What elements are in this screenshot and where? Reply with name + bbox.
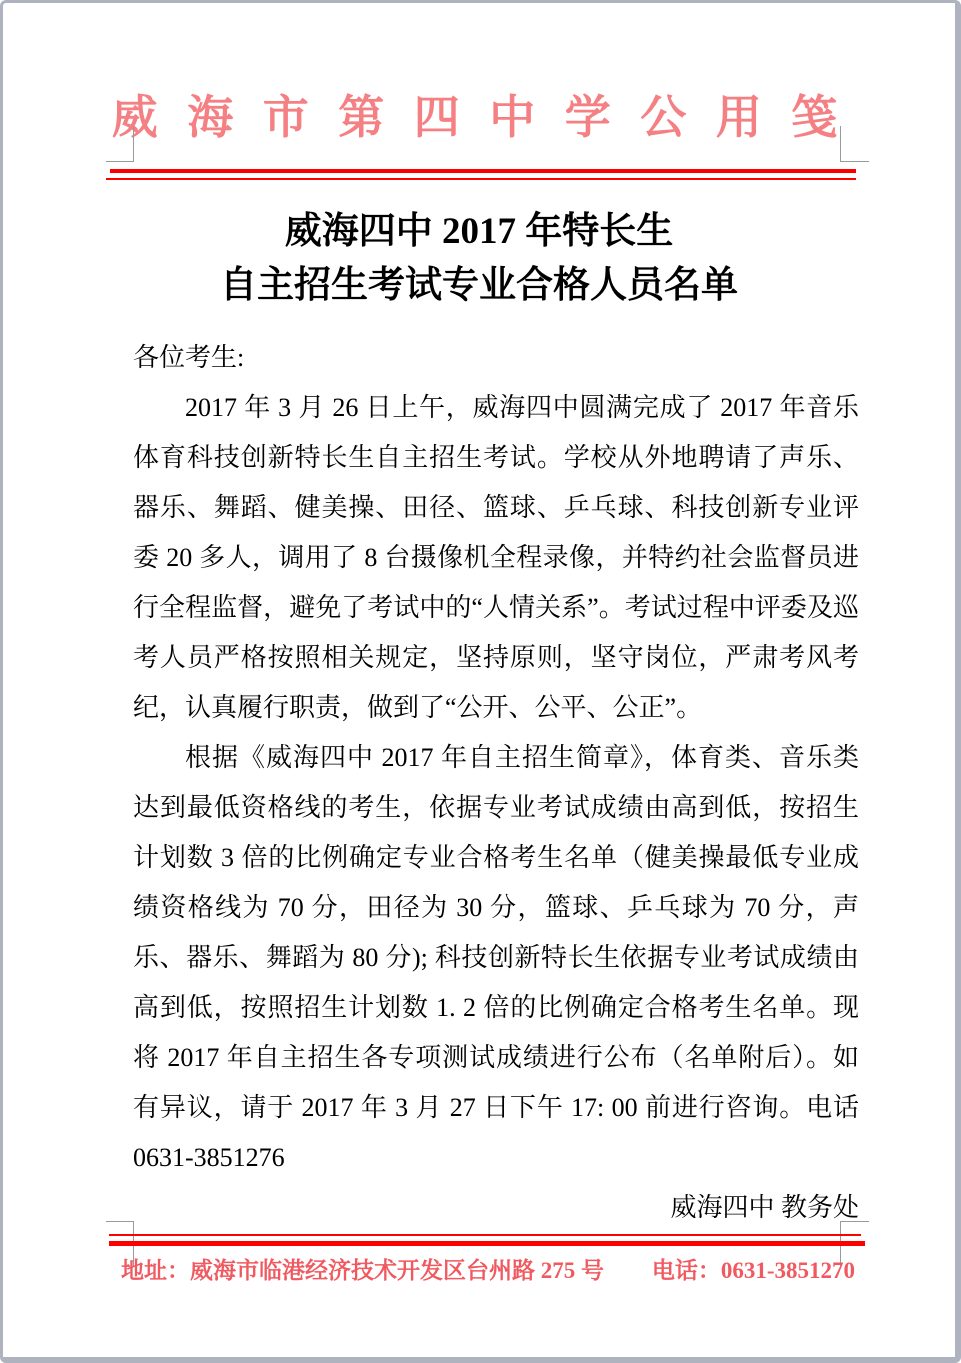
footer — [121, 1252, 855, 1285]
document-body — [133, 333, 859, 1233]
document-title-line1: 威海四中 2017 年特长生 — [284, 211, 674, 252]
footer-phone: 电话：0631-3851270 — [651, 1258, 855, 1283]
body-paragraph-2: 根据《威海四中 2017 年自主招生简章》，体育类、音乐类达到最低资格线的考生，依据专业考试成绩由高到低，按招生计划数 3 倍的比例确定专业合格考生名单（健美操最低专业成绩资格线为 70 分，田径为 30 分，篮球、乒乓球为 70 分，声乐、器乐、舞蹈为 80 分); 科技创新特长生依据专业考试成绩由高到低，按照招生计划数 1. 2 倍的比例确定合格考生名单。现将 2017 年自主招生各专项测试成绩进行公布（名单附后）。如有异议，请于 2017 年 3 月 27 日下午 17: 00 前进行咨询。电话 0631-3851276 — [133, 743, 859, 1172]
document-title — [3, 205, 955, 313]
salutation: 各位考生: — [133, 343, 245, 372]
footer-rule-thick — [109, 1241, 865, 1246]
footer-rule-thin — [109, 1234, 861, 1236]
letterhead-title: 威 海 市 第 四 中 学 公 用 笺 — [111, 92, 847, 143]
crop-mark-header-right — [840, 126, 869, 162]
crop-mark-header-left — [106, 126, 134, 162]
body-paragraph-1: 2017 年 3 月 26 日上午，威海四中圆满完成了 2017 年音乐体育科技创新特长生自主招生考试。学校从外地聘请了声乐、器乐、舞蹈、健美操、田径、篮球、乒乓球、科技创新专业评委 20 多人，调用了 8 台摄像机全程录像，并特约社会监督员进行全程监督，避免了考试中的“人情关系”。考试过程中评委及巡考人员严格按照相关规定，坚持原则，坚守岗位，严肃考风考纪，认真履行职责，做到了“公开、公平、公正”。 — [133, 393, 859, 722]
document-title-line2: 自主招生考试专业合格人员名单 — [220, 265, 738, 306]
header-rule-thin — [106, 178, 856, 180]
header-rule-thick — [110, 169, 856, 173]
footer-address: 地址：威海市临港经济技术开发区台州路 275 号 — [121, 1258, 604, 1283]
signature: 威海四中 教务处 — [670, 1193, 859, 1222]
